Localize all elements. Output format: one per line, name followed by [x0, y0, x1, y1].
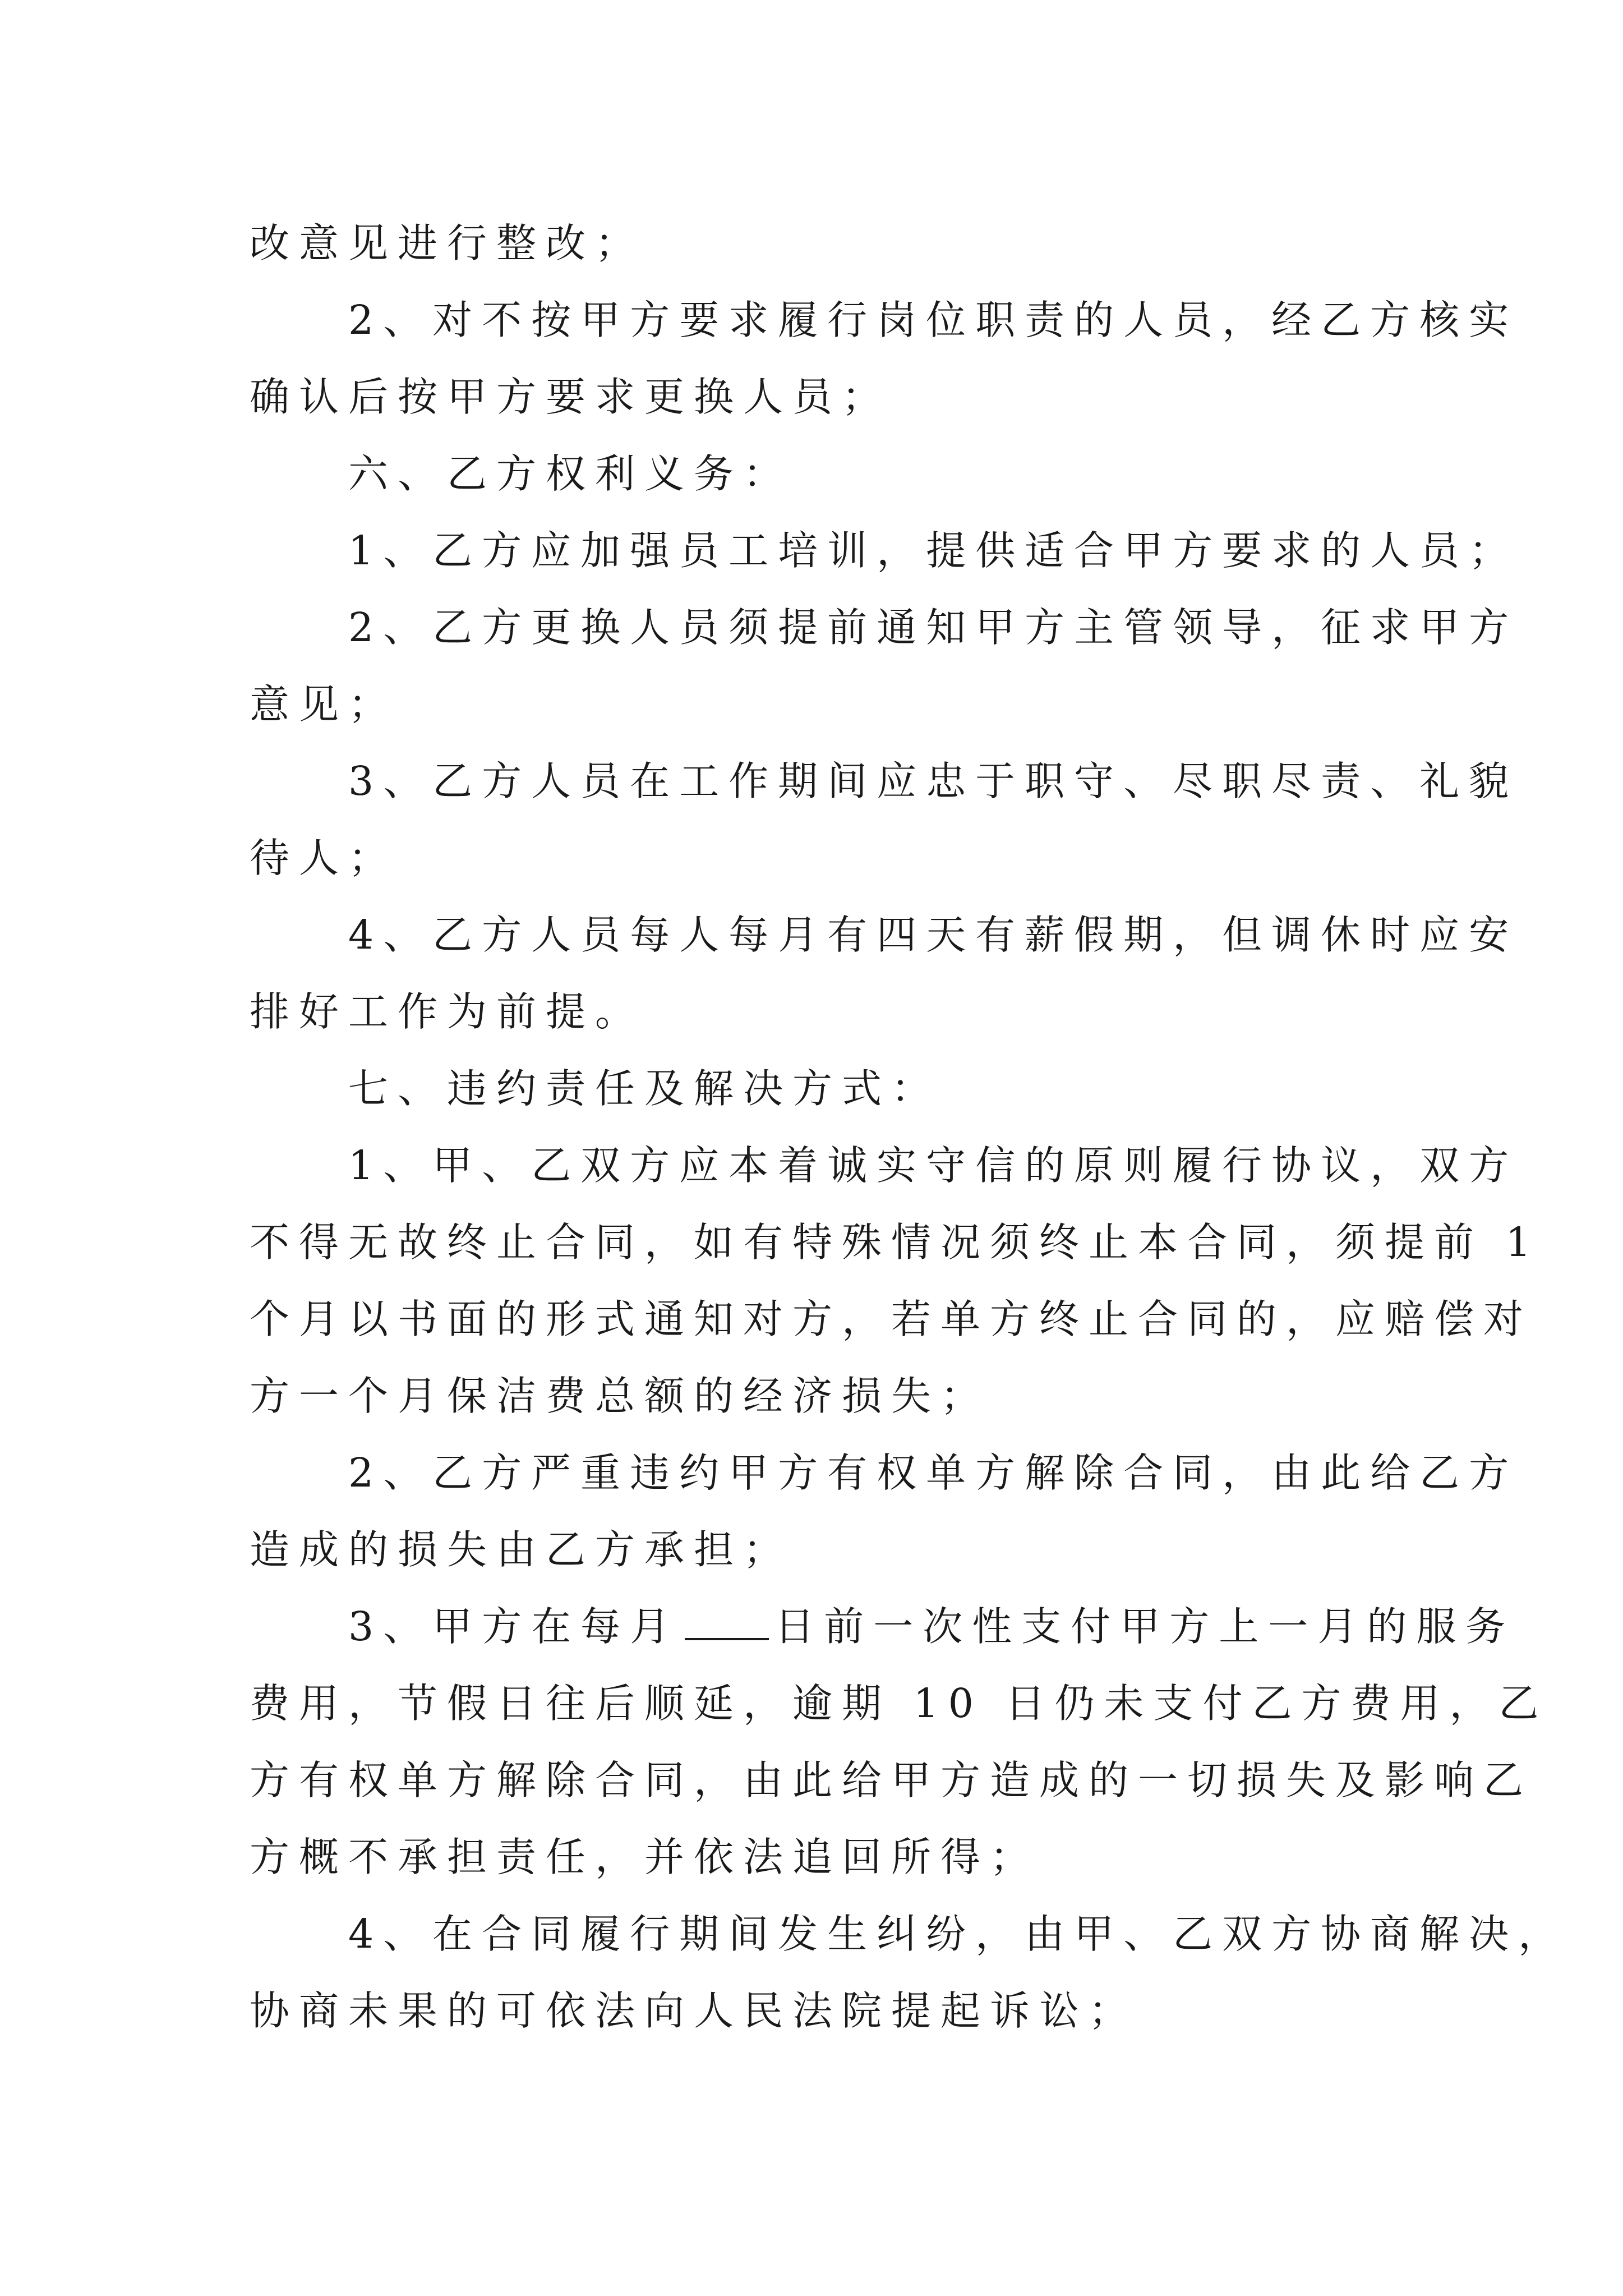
text-line: 方概不承担责任，并依法追回所得；: [250, 1834, 1040, 1880]
text-line: 方一个月保洁费总额的经济损失；: [250, 1373, 990, 1419]
clause-item-with-blank: [250, 1588, 1515, 1665]
clause-item: 1、乙方应加强员工培训，提供适合甲方要求的人员；: [348, 527, 1519, 574]
fill-in-blank: [685, 1600, 769, 1640]
clause-item: 4、在合同履行期间发生纠纷，由甲、乙双方协商解决，: [348, 1911, 1568, 1957]
text-line: 造成的损失由乙方承担；: [250, 1526, 793, 1573]
clause-item: 2、乙方严重违约甲方有权单方解除合同，由此给乙方: [348, 1450, 1519, 1496]
text-line: 个月以书面的形式通知对方，若单方终止合同的，应赔偿对: [250, 1296, 1533, 1342]
clause-item: 2、对不按甲方要求履行岗位职责的人员，经乙方核实: [348, 297, 1519, 343]
text-line: 待人；: [250, 835, 398, 881]
text-line: 协商未果的可依法向人民法院提起诉讼；: [250, 1987, 1138, 2034]
clause-item: 3、乙方人员在工作期间应忠于职守、尽职尽责、礼貌: [348, 758, 1519, 804]
contract-text: [250, 205, 1568, 2049]
section-heading: 六、乙方权利义务：: [348, 450, 793, 497]
clause-text-before-blank: 3、甲方在每月: [348, 1603, 680, 1650]
clause-text-after-blank: 日前一次性支付甲方上一月的服务: [774, 1603, 1515, 1650]
section-heading: 七、违约责任及解决方式：: [348, 1065, 941, 1112]
clause-item: 2、乙方更换人员须提前通知甲方主管领导，征求甲方: [348, 604, 1519, 651]
text-line: 确认后按甲方要求更换人员；: [250, 374, 892, 420]
text-line: 方有权单方解除合同，由此给甲方造成的一切损失及影响乙: [250, 1757, 1533, 1803]
text-line: 意见；: [250, 681, 398, 728]
text-line: 改意见进行整改；: [250, 220, 645, 266]
text-line: 不得无故终止合同，如有特殊情况须终止本合同，须提前 1: [250, 1219, 1541, 1266]
text-line: 排好工作为前提。: [250, 988, 645, 1035]
clause-item: 1、甲、乙双方应本着诚实守信的原则履行协议，双方: [348, 1142, 1519, 1189]
clause-item: 4、乙方人员每人每月有四天有薪假期，但调休时应安: [348, 912, 1519, 958]
text-line: 费用，节假日往后顺延，逾期 10 日仍未支付乙方费用，乙: [250, 1680, 1548, 1727]
